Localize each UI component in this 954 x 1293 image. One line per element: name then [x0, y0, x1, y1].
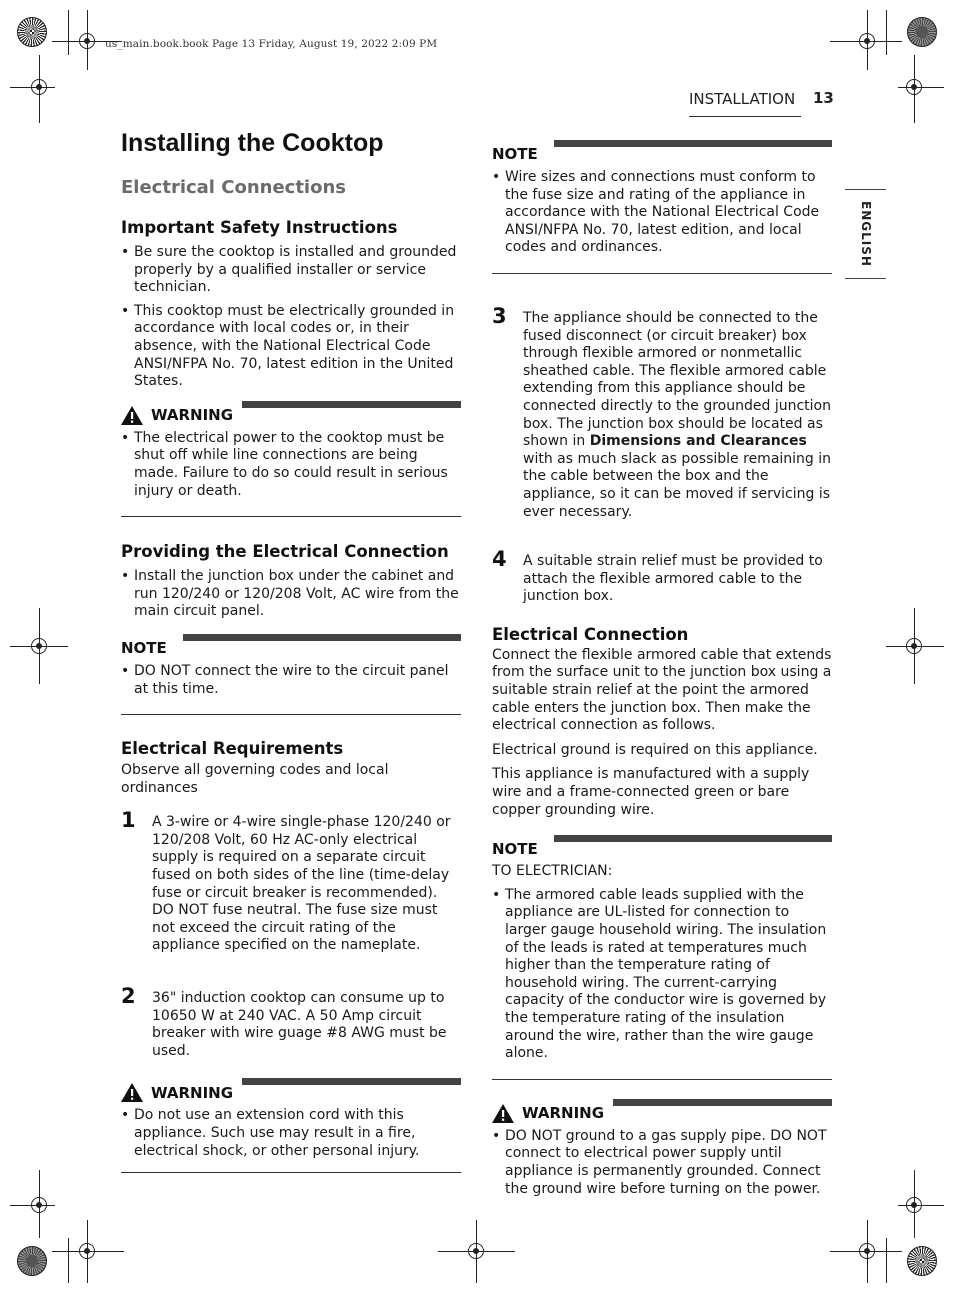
- right-column: [492, 140, 832, 1204]
- note-label: NOTE: [492, 145, 538, 163]
- crosshair-icon: [79, 33, 95, 49]
- page-number: 13: [813, 89, 834, 107]
- list-item: • Install the junction box under the cabinet and run 120/240 or 120/208 Volt, AC wire from the main circuit panel.: [121, 568, 461, 621]
- warning-box: [121, 1078, 461, 1173]
- crosshair-icon: [906, 1197, 922, 1213]
- list-item: • The electrical power to the cooktop must be shut off while line connections are being made. Failure to do so could result in serious injury or death.: [121, 430, 461, 500]
- crosshair-icon: [859, 1243, 875, 1259]
- registration-rosette-icon: [17, 17, 47, 47]
- warning-label: WARNING: [151, 406, 234, 425]
- crosshair-icon: [31, 79, 47, 95]
- safety-heading: Important Safety Instructions: [121, 218, 398, 237]
- note-intro: TO ELECTRICIAN:: [492, 863, 613, 880]
- registration-rosette-icon: [17, 1246, 47, 1276]
- crosshair-icon: [31, 638, 47, 654]
- step-number: 3: [492, 303, 507, 328]
- warning-icon: [121, 1083, 143, 1102]
- list-item: • DO NOT connect the wire to the circuit panel at this time.: [121, 663, 461, 698]
- warning-label: WARNING: [151, 1083, 234, 1102]
- note-box: [492, 140, 832, 274]
- step-2: [121, 984, 461, 1060]
- step-4: [492, 547, 832, 606]
- crosshair-icon: [859, 33, 875, 49]
- crosshair-icon: [906, 638, 922, 654]
- list-item: • Wire sizes and connections must conform to the fuse size and rating of the appliance in accordance with the National Electrical Code ANSI/NFPA No. 70, latest edition, and local codes and ordinances.: [492, 169, 832, 257]
- step-number: 2: [121, 984, 136, 1009]
- note-label: NOTE: [121, 638, 167, 657]
- running-header-section: INSTALLATION: [689, 90, 796, 108]
- crosshair-icon: [468, 1243, 484, 1259]
- step-3: [492, 303, 832, 521]
- left-column: [121, 128, 461, 1173]
- requirements-intro: Observe all governing codes and local ordinances: [121, 762, 389, 796]
- note-box: [492, 835, 832, 1080]
- section-subtitle: Electrical Connections: [121, 177, 346, 198]
- list-item: • This cooktop must be electrically grounded in accordance with local codes or, in their absence, with the National Electrical Code ANSI/NFPA No. 70, latest edition in the United States.: [121, 303, 461, 391]
- safety-list: [121, 244, 461, 391]
- step-number: 1: [121, 808, 136, 833]
- warning-box: [121, 401, 461, 517]
- note-box: [121, 634, 461, 715]
- step-number: 4: [492, 547, 507, 572]
- print-slug: us_main.book.book Page 13 Friday, August 19, 2022 2:09 PM: [105, 38, 438, 50]
- list-item: • DO NOT ground to a gas supply pipe. DO NOT connect to electrical power supply until appliance is permanently grounded. Connect the ground wire before turning on the power.: [492, 1128, 832, 1198]
- step-1: [121, 808, 461, 955]
- list-item: • The armored cable leads supplied with the appliance are UL-listed for connection to larger gauge household wiring. The insulation of the leads is rated at temperatures much higher than the temperature rating of household wiring. The current-carrying capacity of the conductor wire is governed by the temperature rating of the insulation around the wire, rather than the wire gauge alone.: [492, 887, 832, 1063]
- note-label: NOTE: [492, 840, 538, 859]
- step-text: A suitable strain relief must be provided to attach the flexible armored cable to the junction box.: [523, 553, 823, 605]
- list-item: • Be sure the cooktop is installed and grounded properly by a qualified installer or service technician.: [121, 244, 461, 297]
- warning-icon: [492, 1104, 514, 1123]
- header-rule: [689, 116, 801, 117]
- paragraph: Connect the flexible armored cable that extends from the surface unit to the junction box using a suitable strain relief at the point the armored cable enters the junction box. Then make the electrical connection as follows.: [492, 646, 832, 734]
- paragraph: This appliance is manufactured with a supply wire and a frame-connected green or bare copper grounding wire.: [492, 766, 810, 818]
- providing-list: [121, 568, 461, 621]
- providing-heading: Providing the Electrical Connection: [121, 542, 449, 562]
- step-text: 36" induction cooktop can consume up to 10650 W at 240 VAC. A 50 Amp circuit breaker with wire guage #8 AWG must be used.: [152, 990, 447, 1059]
- step-text: The appliance should be connected to the fused disconnect (or circuit breaker) box through flexible armored or nonmetallic sheathed cable. The flexible armored cable extending from this appliance should be connected directly to the grounded junction box. The junction box should be located as shown in Dimensions and Clearances with as much slack as possible remaining in the cable between the box and the appliance, so it can be moved if servicing is ever necessary.: [523, 309, 832, 520]
- registration-rosette-icon: [907, 1246, 937, 1276]
- paragraph: Electrical ground is required on this appliance.: [492, 741, 818, 758]
- cross-reference: Dimensions and Clearances: [589, 433, 807, 450]
- crosshair-icon: [31, 1197, 47, 1213]
- step-text: A 3-wire or 4-wire single-phase 120/240 or 120/208 Volt, 60 Hz AC-only electrical supply is required on a separate circuit fused on both sides of the line (time-delay fuse or circuit breaker is recommended). DO NOT fuse neutral. The fuse size must not exceed the circuit rating of the appliance specified on the nameplate.: [152, 814, 451, 954]
- warning-icon: [121, 406, 143, 425]
- language-tab-label: ENGLISH: [858, 201, 873, 267]
- crosshair-icon: [79, 1243, 95, 1259]
- warning-label: WARNING: [522, 1104, 605, 1123]
- requirements-heading: Electrical Requirements: [121, 739, 344, 759]
- registration-rosette-icon: [907, 17, 937, 47]
- language-tab: [845, 189, 886, 279]
- list-item: • Do not use an extension cord with this appliance. Such use may result in a fire, electrical shock, or other personal injury.: [121, 1107, 461, 1160]
- page-title: Installing the Cooktop: [121, 129, 384, 157]
- warning-box: [492, 1099, 832, 1198]
- crosshair-icon: [906, 79, 922, 95]
- connection-heading: Electrical Connection: [492, 624, 689, 644]
